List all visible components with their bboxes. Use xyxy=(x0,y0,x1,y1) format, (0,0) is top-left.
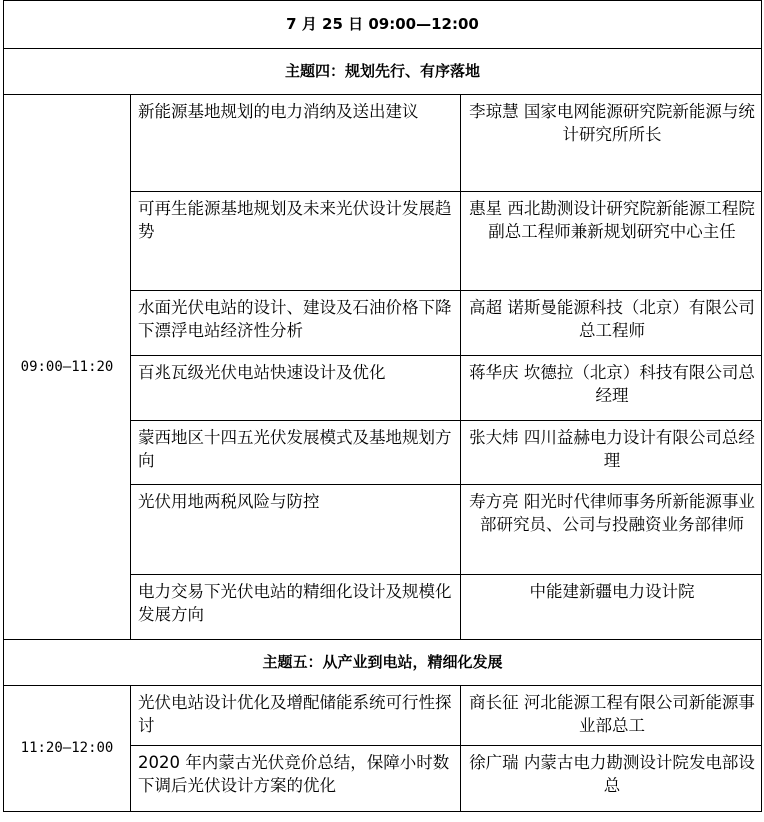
session-speaker: 徐广瑞 内蒙古电力勘测设计院发电部设总 xyxy=(461,746,762,812)
session-topic: 新能源基地规划的电力消纳及送出建议 xyxy=(131,95,461,192)
session-topic: 光伏用地两税风险与防控 xyxy=(131,485,461,575)
session-speaker: 李琼慧 国家电网能源研究院新能源与统计研究所所长 xyxy=(461,95,762,192)
session-speaker: 寿方亮 阳光时代律师事务所新能源事业部研究员、公司与投融资业务部律师 xyxy=(461,485,762,575)
session-topic: 蒙西地区十四五光伏发展模式及基地规划方向 xyxy=(131,421,461,485)
session-speaker: 惠星 西北勘测设计研究院新能源工程院副总工程师兼新规划研究中心主任 xyxy=(461,192,762,291)
theme5-time: 11:20—12:00 xyxy=(4,686,131,812)
session-speaker: 蒋华庆 坎德拉（北京）科技有限公司总经理 xyxy=(461,356,762,421)
session-speaker: 商长征 河北能源工程有限公司新能源事业部总工 xyxy=(461,686,762,746)
theme-header-row xyxy=(4,49,762,95)
theme4-time: 09:00—11:20 xyxy=(4,95,131,640)
session-topic: 电力交易下光伏电站的精细化设计及规模化发展方向 xyxy=(131,575,461,640)
session-topic: 光伏电站设计优化及增配储能系统可行性探讨 xyxy=(131,686,461,746)
session-topic: 2020 年内蒙古光伏竞价总结，保障小时数下调后光伏设计方案的优化 xyxy=(131,746,461,812)
date-header: 7 月 25 日 09:00—12:00 xyxy=(4,1,762,49)
theme4-title: 主题四：规划先行、有序落地 xyxy=(4,49,762,95)
session-topic: 水面光伏电站的设计、建设及石油价格下降下漂浮电站经济性分析 xyxy=(131,291,461,356)
session-topic: 百兆瓦级光伏电站快速设计及优化 xyxy=(131,356,461,421)
session-speaker: 中能建新疆电力设计院 xyxy=(461,575,762,640)
session-row xyxy=(4,95,762,192)
session-row xyxy=(4,686,762,746)
session-topic: 可再生能源基地规划及未来光伏设计发展趋势 xyxy=(131,192,461,291)
session-speaker: 高超 诺斯曼能源科技（北京）有限公司总工程师 xyxy=(461,291,762,356)
theme-header-row xyxy=(4,640,762,686)
date-header-row xyxy=(4,1,762,49)
theme5-title: 主题五：从产业到电站，精细化发展 xyxy=(4,640,762,686)
schedule-table xyxy=(3,0,762,812)
session-speaker: 张大炜 四川益赫电力设计有限公司总经理 xyxy=(461,421,762,485)
